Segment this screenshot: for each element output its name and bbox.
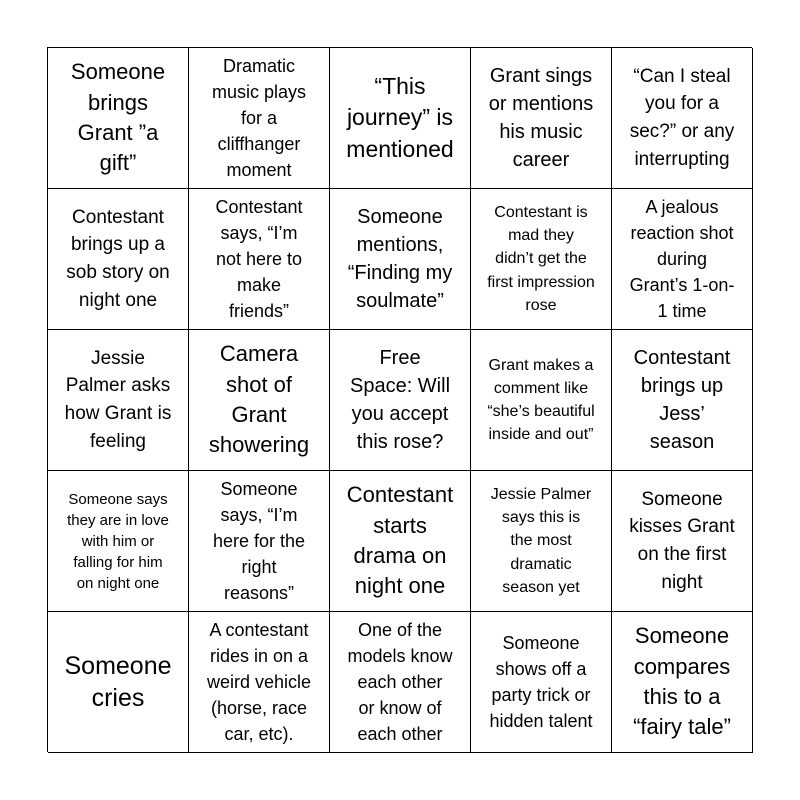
bingo-cell[interactable] [189, 189, 330, 330]
bingo-cell[interactable] [612, 189, 753, 330]
cell-text: One of the models know each other or know of each other [347, 619, 453, 745]
cell-text: Free Space: Will you accept this rose? [349, 347, 451, 453]
bingo-cell[interactable] [330, 471, 471, 612]
bingo-cell[interactable] [471, 48, 612, 189]
bingo-cell[interactable] [471, 471, 612, 612]
cell-text: A contestant rides in on a weird vehicle (horse, race car, etc). [206, 619, 312, 745]
cell-text: Someone cries [64, 651, 172, 712]
cell-text: Someone mentions, “Finding my soulmate” [347, 206, 453, 312]
bingo-cell[interactable] [189, 330, 330, 471]
bingo-cell[interactable] [612, 471, 753, 612]
cell-text: Someone brings Grant ”a gift” [70, 59, 166, 176]
cell-text: Someone says they are in love with him or falling for him on night one [67, 490, 169, 592]
cell-text: Contestant is mad they didn’t get the first impression rose [487, 204, 595, 314]
bingo-cell[interactable] [471, 612, 612, 753]
cell-text: Someone says, “I’m here for the right reasons” [212, 478, 306, 604]
bingo-cell[interactable] [330, 612, 471, 753]
bingo-cell[interactable] [471, 189, 612, 330]
bingo-cell[interactable] [189, 612, 330, 753]
cell-text: Jessie Palmer says this is the most dramatic season yet [490, 486, 592, 596]
cell-text: Contestant starts drama on night one [346, 482, 454, 599]
cell-text: Someone shows off a party trick or hidden talent [489, 632, 593, 732]
cell-text: Someone kisses Grant on the first night [629, 488, 735, 593]
bingo-cell[interactable] [612, 612, 753, 753]
bingo-cell[interactable] [471, 330, 612, 471]
bingo-cell[interactable] [189, 48, 330, 189]
cell-text: Someone compares this to a “fairy tale” [633, 623, 731, 740]
bingo-cell[interactable] [48, 471, 189, 612]
cell-text: “Can I steal you for a sec?” or any interrupting [629, 65, 735, 170]
bingo-cell[interactable] [330, 48, 471, 189]
bingo-cell[interactable] [48, 48, 189, 189]
bingo-cell[interactable] [189, 471, 330, 612]
cell-text: Dramatic music plays for a cliffhanger moment [211, 55, 307, 181]
cell-text: Contestant brings up Jess’ season [633, 347, 731, 453]
bingo-cell[interactable] [48, 612, 189, 753]
bingo-cell[interactable] [612, 330, 753, 471]
bingo-board [47, 47, 752, 752]
cell-text: Jessie Palmer asks how Grant is feeling [64, 347, 172, 452]
bingo-cell[interactable] [48, 189, 189, 330]
bingo-cell[interactable] [48, 330, 189, 471]
free-space-cell[interactable] [330, 330, 471, 471]
cell-text: Grant sings or mentions his music career [488, 65, 594, 171]
cell-text: Contestant brings up a sob story on night one [66, 206, 170, 311]
cell-text: Contestant says, “I’m not here to make friends” [215, 196, 303, 322]
cell-text: Grant makes a comment like “she’s beautiful inside and out” [487, 356, 595, 444]
bingo-cell[interactable] [612, 48, 753, 189]
cell-text: A jealous reaction shot during Grant’s 1-on- 1 time [629, 196, 735, 322]
cell-text: “This journey” is mentioned [346, 73, 454, 162]
cell-text: Camera shot of Grant showering [208, 341, 310, 458]
bingo-cell[interactable] [330, 189, 471, 330]
